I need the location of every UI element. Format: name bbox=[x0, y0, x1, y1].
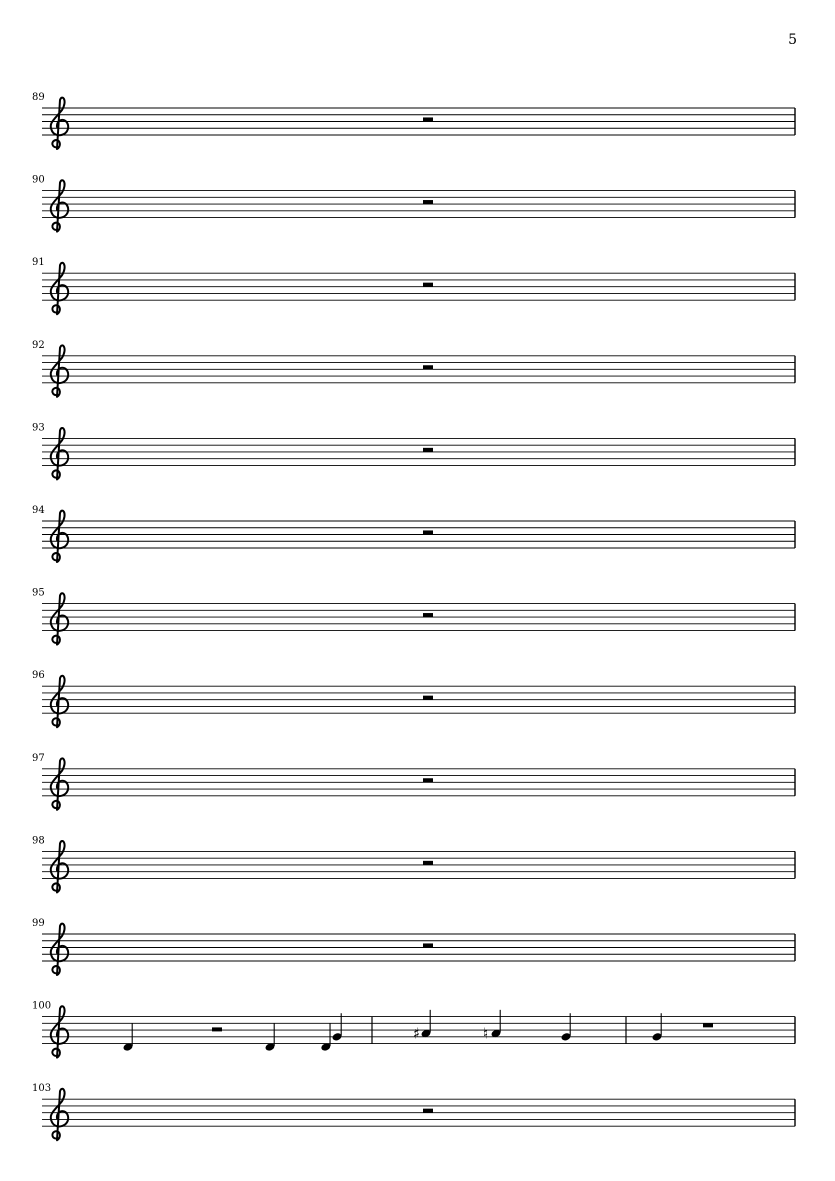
treble-clef-icon bbox=[51, 180, 68, 231]
half-rest bbox=[212, 1027, 222, 1031]
treble-clef-icon bbox=[51, 593, 68, 644]
measure-number: 90 bbox=[32, 174, 45, 186]
page-number: 5 bbox=[788, 32, 797, 48]
treble-clef-icon bbox=[51, 1006, 68, 1057]
whole-rest bbox=[423, 283, 433, 287]
measure-number: 93 bbox=[32, 422, 45, 434]
treble-clef-icon bbox=[51, 1089, 68, 1140]
whole-rest bbox=[423, 778, 433, 782]
whole-rest bbox=[423, 530, 433, 534]
whole-rest bbox=[423, 1109, 433, 1113]
sharp-icon: ♯ bbox=[413, 1024, 421, 1043]
whole-rest bbox=[423, 365, 433, 369]
staff-system bbox=[32, 1083, 795, 1140]
treble-clef-icon bbox=[51, 345, 68, 396]
staff-system bbox=[32, 340, 795, 397]
staff-system bbox=[32, 422, 795, 479]
treble-clef-icon bbox=[51, 428, 68, 479]
treble-clef-icon bbox=[51, 924, 68, 975]
treble-clef-icon bbox=[51, 263, 68, 314]
treble-clef-icon bbox=[51, 758, 68, 809]
measure-number: 103 bbox=[32, 1083, 52, 1095]
whole-rest bbox=[423, 117, 433, 121]
treble-clef-icon bbox=[51, 511, 68, 562]
whole-rest bbox=[703, 1023, 713, 1027]
whole-rest bbox=[423, 696, 433, 700]
measure-number: 99 bbox=[32, 918, 45, 929]
measure-number: 96 bbox=[32, 670, 45, 682]
staff-system bbox=[32, 92, 795, 149]
measure-number: 100 bbox=[32, 1000, 52, 1012]
whole-rest bbox=[423, 861, 433, 865]
whole-rest bbox=[423, 943, 433, 947]
measure-number: 89 bbox=[32, 92, 45, 103]
natural-icon: ♮ bbox=[483, 1024, 489, 1043]
treble-clef-icon bbox=[51, 676, 68, 727]
staff-system bbox=[32, 505, 795, 562]
whole-rest bbox=[423, 613, 433, 617]
measure-number: 91 bbox=[32, 257, 45, 269]
measure-number: 97 bbox=[32, 752, 45, 764]
staff-system bbox=[32, 588, 795, 645]
staff-system bbox=[32, 257, 795, 314]
treble-clef-icon bbox=[51, 841, 68, 892]
measure-number: 95 bbox=[32, 587, 45, 599]
measure-number: 92 bbox=[32, 339, 45, 351]
treble-clef-icon bbox=[51, 98, 68, 149]
staff-system bbox=[32, 175, 795, 232]
staff-system bbox=[32, 670, 795, 727]
whole-rest bbox=[423, 200, 433, 204]
measure-number: 98 bbox=[32, 835, 45, 847]
staff-system bbox=[32, 753, 795, 810]
staff-system bbox=[32, 918, 795, 975]
measure-number: 94 bbox=[32, 505, 45, 516]
staff-system bbox=[32, 835, 795, 892]
whole-rest bbox=[423, 448, 433, 452]
staff-system bbox=[32, 1001, 795, 1058]
